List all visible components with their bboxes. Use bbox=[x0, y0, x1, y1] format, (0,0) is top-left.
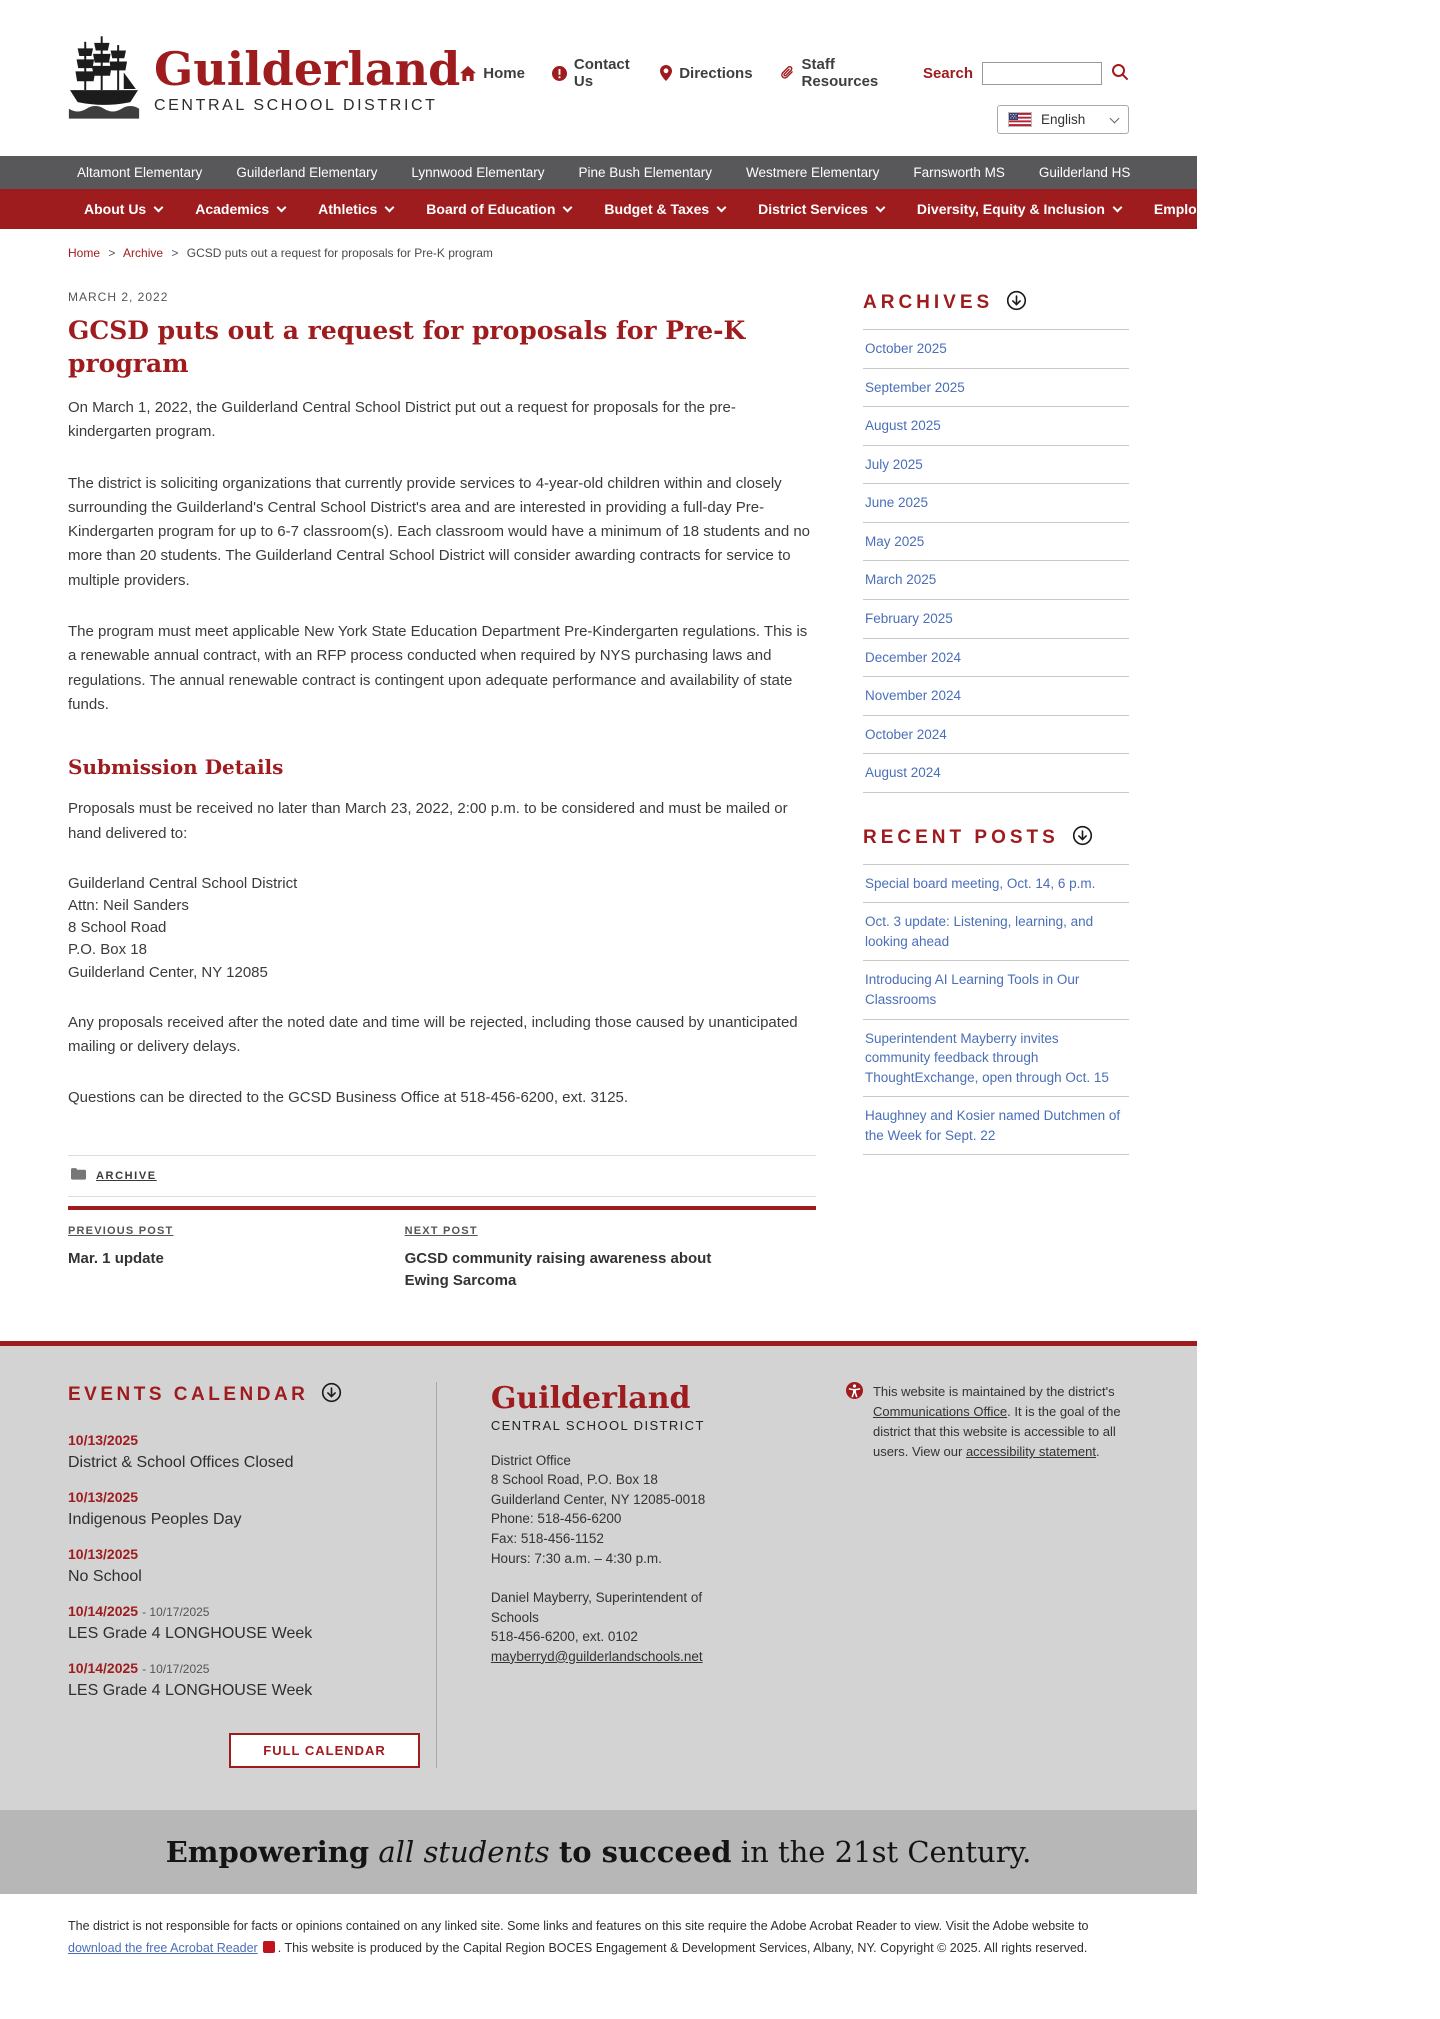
district-info-line: District Office bbox=[490, 1452, 571, 1468]
language-selector[interactable] bbox=[997, 105, 1129, 134]
archives-title: ARCHIVES bbox=[863, 292, 994, 313]
category-archive-link[interactable]: ARCHIVE bbox=[96, 1169, 157, 1182]
nav-home-link[interactable] bbox=[460, 56, 525, 90]
nav-district-services[interactable] bbox=[758, 201, 884, 217]
paperclip-icon bbox=[780, 65, 795, 81]
event-item[interactable] bbox=[68, 1546, 420, 1586]
article bbox=[68, 278, 816, 1293]
chevron-down-icon bbox=[875, 202, 885, 212]
nav-board-of-education[interactable] bbox=[426, 201, 571, 217]
disclaimer-text-part: The district is not responsible for facts or opinions contained on any linked site. Some links and features on this site require the Adobe Acrobat Reader to view. Visit the Adobe website to bbox=[68, 1918, 1089, 1933]
nav-employment[interactable] bbox=[1154, 201, 1238, 217]
event-date: 10/13/2025 bbox=[68, 1488, 139, 1505]
nav-employment-label: Employment bbox=[1153, 201, 1238, 217]
chevron-down-icon bbox=[717, 202, 727, 212]
archive-link[interactable]: October 2025 bbox=[863, 330, 1129, 369]
pdf-icon bbox=[263, 1941, 275, 1953]
chevron-down-icon bbox=[563, 202, 573, 212]
event-title: No School bbox=[68, 1567, 142, 1585]
full-calendar-button[interactable]: FULL CALENDAR bbox=[229, 1733, 420, 1768]
post-navigation bbox=[68, 1206, 816, 1293]
article-paragraph: The program must meet applicable New York State Education Department Pre-Kindergarten regulations. This is a renewable annual contract, with an RFP process conducted when required by NYS purchasing laws and regulations. The annual renewable contract is contingent upon adequate performance and availability of state funds. bbox=[68, 623, 808, 713]
acrobat-reader-download-link[interactable]: download the free Acrobat Reader bbox=[68, 1940, 258, 1955]
tagline-banner bbox=[0, 1810, 1197, 1894]
district-info-line: Phone: 518-456-6200 bbox=[490, 1511, 622, 1527]
event-title: LES Grade 4 LONGHOUSE Week bbox=[68, 1681, 313, 1699]
breadcrumb-separator: > bbox=[108, 246, 116, 260]
district-subtitle: CENTRAL SCHOOL DISTRICT bbox=[154, 96, 438, 114]
site-header bbox=[0, 0, 1197, 156]
nav-diversity-equity-inclusion[interactable] bbox=[917, 201, 1121, 217]
superintendent-email-link[interactable]: mayberryd@guilderlandschools.net bbox=[490, 1648, 703, 1664]
nav-about-us[interactable] bbox=[84, 201, 162, 217]
event-title: Indigenous Peoples Day bbox=[68, 1510, 242, 1528]
nav-board-of-education-label: Board of Education bbox=[426, 201, 556, 217]
nav-dei-label: Diversity, Equity & Inclusion bbox=[916, 201, 1105, 217]
superintendent-phone: 518-456-6200, ext. 0102 bbox=[490, 1629, 638, 1645]
breadcrumb-current: GCSD puts out a request for proposals for Pre-K program bbox=[186, 246, 493, 260]
nav-contact-label: Contact Us bbox=[573, 56, 630, 90]
mailing-address bbox=[68, 873, 816, 984]
school-link-guilderland-elementary[interactable]: Guilderland Elementary bbox=[236, 165, 378, 180]
accessibility-icon bbox=[846, 1382, 863, 1404]
event-date: 10/13/2025 bbox=[68, 1431, 139, 1448]
disclaimer-text bbox=[68, 1916, 1129, 1960]
events-calendar-section bbox=[68, 1382, 437, 1768]
breadcrumb-home-link[interactable]: Home bbox=[68, 246, 101, 260]
superintendent-name: Daniel Mayberry, Superintendent of Schools bbox=[490, 1590, 703, 1625]
recent-post-link[interactable]: Haughney and Kosier named Dutchmen of the Week for Sept. 22 bbox=[863, 1097, 1129, 1155]
next-post-link[interactable]: GCSD community raising awareness about Ewing Sarcoma bbox=[404, 1249, 712, 1290]
event-date: 10/13/2025 bbox=[68, 1545, 139, 1562]
circle-arrow-down-icon[interactable] bbox=[1072, 825, 1093, 851]
category-row bbox=[68, 1155, 816, 1197]
school-link-pine-bush-elementary[interactable]: Pine Bush Elementary bbox=[578, 165, 713, 180]
address-line: 8 School Road bbox=[68, 919, 167, 937]
nav-staff-resources-link[interactable] bbox=[780, 56, 889, 90]
communications-office-link[interactable]: Communications Office bbox=[872, 1403, 1008, 1419]
tagline-text-italic: all students bbox=[378, 1834, 550, 1869]
accessibility-section bbox=[846, 1382, 1129, 1768]
nav-news-label: News bbox=[1270, 201, 1308, 217]
nav-about-us-label: About Us bbox=[84, 201, 147, 217]
article-paragraph: The district is soliciting organizations that currently provide services to 4-year-old children within and closely surrounding the Guilderland's Central School District's area and are interested in providing a full-day Pre-Kindergarten program for up to 6-7 classroom(s). Each classroom would have a minimum of 18 students and no more than 20 students. The Guilderland Central School District will consider awarding contracts for service to multiple providers. bbox=[68, 474, 811, 589]
events-calendar-title: EVENTS CALENDAR bbox=[68, 1383, 309, 1405]
folder-icon bbox=[71, 1167, 86, 1185]
exclamation-circle-icon bbox=[552, 66, 567, 81]
recent-post-link[interactable]: Oct. 3 update: Listening, learning, and looking ahead bbox=[863, 903, 1129, 961]
site-logo[interactable] bbox=[68, 33, 460, 128]
breadcrumb bbox=[68, 229, 1129, 266]
school-link-guilderland-hs[interactable]: Guilderland HS bbox=[1038, 165, 1131, 180]
search-button[interactable] bbox=[1111, 63, 1129, 84]
article-paragraph: Proposals must be received no later than March 23, 2022, 2:00 p.m. to be considered and must be mailed or hand delivered to: bbox=[68, 800, 788, 842]
nav-budget-taxes-label: Budget & Taxes bbox=[604, 201, 710, 217]
event-title: District & School Offices Closed bbox=[68, 1453, 294, 1471]
archive-link[interactable]: August 2025 bbox=[863, 407, 1129, 446]
address-line: P.O. Box 18 bbox=[68, 941, 147, 959]
chevron-down-icon bbox=[1110, 113, 1120, 123]
archive-link[interactable]: November 2024 bbox=[863, 677, 1129, 716]
map-pin-icon bbox=[660, 65, 672, 81]
breadcrumb-archive-link[interactable]: Archive bbox=[123, 246, 164, 260]
nav-athletics[interactable] bbox=[318, 201, 393, 217]
previous-post bbox=[68, 1225, 405, 1293]
next-post-label: NEXT POST bbox=[404, 1224, 478, 1237]
address-line: Guilderland Central School District bbox=[68, 874, 298, 892]
nav-directions-label: Directions bbox=[679, 64, 753, 82]
district-name: Guilderland bbox=[154, 41, 461, 96]
nav-district-services-label: District Services bbox=[758, 201, 868, 217]
event-date: 10/14/2025 bbox=[68, 1659, 139, 1676]
utility-nav bbox=[460, 56, 889, 90]
accessibility-note bbox=[873, 1382, 1129, 1463]
accessibility-text: This website is maintained by the district's bbox=[872, 1383, 1115, 1399]
district-info-section bbox=[491, 1382, 742, 1768]
us-flag-icon bbox=[1008, 112, 1032, 127]
previous-post-label: PREVIOUS POST bbox=[68, 1224, 174, 1237]
event-date-range: - 10/17/2025 bbox=[142, 1604, 210, 1619]
district-info-line: 8 School Road, P.O. Box 18 bbox=[490, 1472, 658, 1488]
archive-link[interactable]: July 2025 bbox=[863, 446, 1129, 485]
nav-budget-taxes[interactable] bbox=[604, 201, 725, 217]
recent-post-link[interactable]: Special board meeting, Oct. 14, 6 p.m. bbox=[863, 865, 1129, 904]
language-label: English bbox=[1041, 112, 1086, 127]
chevron-down-icon bbox=[277, 202, 287, 212]
tagline-text: in the 21st Century. bbox=[740, 1834, 1032, 1869]
event-title: LES Grade 4 LONGHOUSE Week bbox=[68, 1624, 313, 1642]
archive-link[interactable]: May 2025 bbox=[863, 523, 1129, 562]
article-paragraph: Any proposals received after the noted date and time will be rejected, including those caused by unanticipated mailing or delivery delays. bbox=[68, 1013, 798, 1056]
chevron-down-icon bbox=[385, 202, 395, 212]
nav-news[interactable] bbox=[1271, 201, 1308, 217]
accessibility-text: . It is the goal of the district that this website is accessible to all users. View our bbox=[872, 1403, 1121, 1460]
home-icon bbox=[460, 66, 476, 81]
breadcrumb-separator: > bbox=[171, 246, 179, 260]
event-date-range: - 10/17/2025 bbox=[142, 1661, 210, 1676]
search-label: Search bbox=[922, 64, 973, 82]
circle-arrow-down-icon[interactable] bbox=[321, 1382, 342, 1408]
school-link-farnsworth-ms[interactable]: Farnsworth MS bbox=[913, 165, 1005, 180]
submission-details-heading: Submission Details bbox=[68, 755, 284, 780]
circle-arrow-down-icon[interactable] bbox=[1006, 290, 1027, 316]
recent-posts-title: RECENT POSTS bbox=[863, 826, 1059, 848]
article-paragraph: On March 1, 2022, the Guilderland Central School District put out a request for proposals for the pre-kindergarten program. bbox=[68, 399, 736, 441]
recent-post-link[interactable]: Introducing AI Learning Tools in Our Classrooms bbox=[863, 961, 1129, 1019]
disclaimer bbox=[68, 1894, 1129, 2019]
address-line: Guilderland Center, NY 12085 bbox=[68, 963, 268, 981]
recent-posts-heading bbox=[863, 825, 1129, 865]
event-item[interactable] bbox=[68, 1432, 420, 1472]
nav-academics[interactable] bbox=[195, 201, 285, 217]
district-info-line: Fax: 518-456-1152 bbox=[490, 1530, 604, 1546]
tagline-text: to succeed bbox=[558, 1834, 732, 1869]
tagline-text: Empowering bbox=[165, 1834, 370, 1869]
post-date: MARCH 2, 2022 bbox=[68, 290, 169, 304]
address-line: Attn: Neil Sanders bbox=[68, 897, 189, 915]
district-wordmark bbox=[154, 41, 461, 115]
archive-link[interactable]: March 2025 bbox=[863, 561, 1129, 600]
nav-athletics-label: Athletics bbox=[318, 201, 378, 217]
main-nav bbox=[0, 189, 1308, 229]
schools-nav bbox=[0, 156, 1197, 189]
archives-heading bbox=[863, 290, 1129, 330]
page-title: GCSD puts out a request for proposals for Pre-K program bbox=[68, 316, 746, 378]
school-link-lynnwood-elementary[interactable]: Lynnwood Elementary bbox=[411, 165, 545, 180]
school-link-altamont-elementary[interactable]: Altamont Elementary bbox=[77, 165, 203, 180]
nav-staff-resources-label: Staff Resources bbox=[801, 56, 879, 90]
recent-post-link[interactable]: Superintendent Mayberry invites community feedback through ThoughtExchange, open through Oct. 15 bbox=[863, 1020, 1129, 1098]
search-input[interactable] bbox=[982, 62, 1102, 85]
nav-contact-link[interactable] bbox=[552, 56, 633, 90]
district-info-line: Guilderland Center, NY 12085-0018 bbox=[490, 1491, 706, 1507]
ship-logo-icon bbox=[68, 33, 140, 128]
event-item[interactable] bbox=[68, 1660, 420, 1700]
district-info-line: Hours: 7:30 a.m. – 4:30 p.m. bbox=[490, 1550, 662, 1566]
previous-post-link[interactable]: Mar. 1 update bbox=[68, 1249, 164, 1267]
nav-academics-label: Academics bbox=[195, 201, 270, 217]
article-paragraph: Questions can be directed to the GCSD Business Office at 518-456-6200, ext. 3125. bbox=[68, 1089, 629, 1107]
event-item[interactable] bbox=[68, 1603, 420, 1643]
archive-link[interactable]: October 2024 bbox=[863, 716, 1129, 755]
archive-link[interactable]: February 2025 bbox=[863, 600, 1129, 639]
accessibility-text: . bbox=[1096, 1444, 1100, 1460]
sidebar bbox=[863, 278, 1129, 1293]
chevron-down-icon bbox=[1112, 202, 1122, 212]
event-date: 10/14/2025 bbox=[68, 1602, 139, 1619]
footer-district-name: Guilderland bbox=[490, 1380, 691, 1416]
site-footer bbox=[0, 1341, 1197, 1810]
nav-directions-link[interactable] bbox=[660, 56, 752, 90]
disclaimer-text-part: . This website is produced by the Capital Region BOCES Engagement & Development Services, Albany, NY. Copyright © 2025. All rights reserved. bbox=[277, 1940, 1088, 1955]
recent-posts-list bbox=[863, 865, 1129, 1156]
archive-link[interactable]: June 2025 bbox=[863, 484, 1129, 523]
archive-link[interactable]: December 2024 bbox=[863, 639, 1129, 678]
accessibility-statement-link[interactable]: accessibility statement bbox=[965, 1444, 1097, 1460]
archives-list bbox=[863, 330, 1129, 793]
archive-link[interactable]: August 2024 bbox=[863, 754, 1129, 793]
footer-district-subtitle: CENTRAL SCHOOL DISTRICT bbox=[490, 1417, 705, 1433]
school-link-westmere-elementary[interactable]: Westmere Elementary bbox=[746, 165, 880, 180]
header-utilities bbox=[460, 26, 1129, 134]
archive-link[interactable]: September 2025 bbox=[863, 369, 1129, 408]
chevron-down-icon bbox=[154, 202, 164, 212]
next-post bbox=[405, 1225, 816, 1293]
event-item[interactable] bbox=[68, 1489, 420, 1529]
search-area bbox=[923, 62, 1129, 85]
search-icon bbox=[1111, 63, 1129, 84]
nav-home-label: Home bbox=[483, 64, 525, 82]
